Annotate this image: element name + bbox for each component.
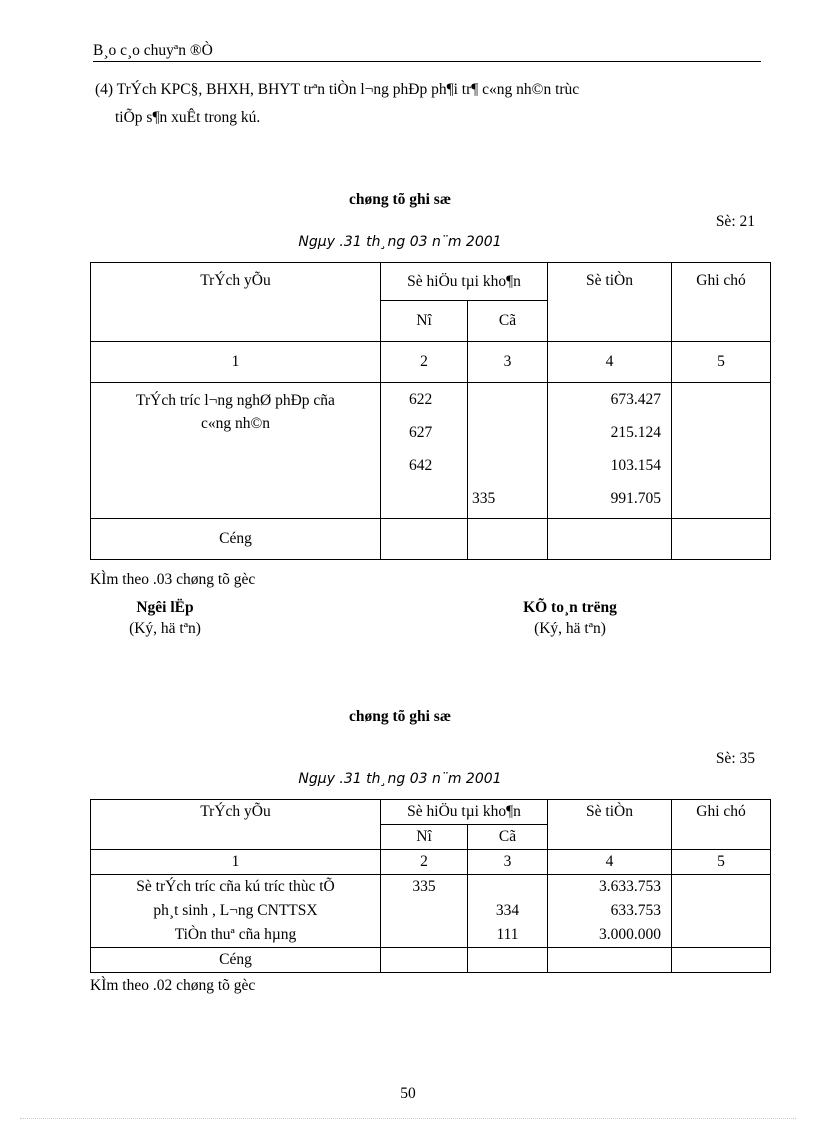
voucher1-title: chøng tõ ghi sæ	[348, 191, 452, 208]
col-number-3: 3	[468, 342, 548, 383]
amount-cell	[548, 383, 672, 519]
description-cell	[91, 383, 381, 519]
col-header-debit: Nî	[381, 825, 468, 850]
table-row	[91, 875, 771, 948]
col-header-note: Ghi chó	[672, 800, 771, 850]
paragraph-line-2: tiÕp s¶n xuÊt trong kú.	[115, 109, 261, 126]
debit-cell	[381, 383, 468, 519]
description-line-2: c«ng nh©n	[200, 415, 271, 432]
col-header-amount: Sè tiÒn	[548, 263, 672, 342]
voucher2-title: chøng tõ ghi sæ	[348, 708, 452, 725]
credit-value	[472, 449, 547, 482]
row-credit: 334	[495, 902, 520, 919]
voucher1-date: Ngµy .31 th¸ng 03 n¨m 2001	[298, 234, 502, 250]
col-header-amount: Sè tiÒn	[548, 800, 672, 850]
bottom-rule	[20, 1118, 796, 1119]
row-description: ph¸t sinh , L¬ng CNTTSX	[153, 902, 318, 919]
description-line-1: TrÝch tríc l¬ng nghØ phÐp cña	[136, 392, 335, 409]
note-cell	[672, 383, 771, 519]
debit-value: 622	[409, 391, 433, 408]
row-credit: 111	[496, 926, 519, 943]
voucher1-number: Sè: 21	[715, 213, 755, 230]
col-header-note: Ghi chó	[672, 263, 771, 342]
credit-value: 335	[472, 490, 496, 507]
col-number-4: 4	[548, 850, 672, 875]
signer-right-role: KÕ to¸n trëng	[523, 599, 617, 616]
voucher2-date: Ngµy .31 th¸ng 03 n¨m 2001	[298, 771, 502, 787]
col-number-5: 5	[672, 850, 771, 875]
col-header-credit: Cã	[468, 825, 548, 850]
credit-cell	[468, 875, 548, 948]
voucher1-attached: KÌm theo .03 chøng tõ gèc	[90, 571, 256, 588]
col-header-credit: Cã	[468, 301, 548, 342]
intro-paragraph	[95, 76, 763, 132]
col-number-3: 3	[468, 850, 548, 875]
amount-value: 673.427	[610, 391, 662, 408]
signer-left-sign: (Ký, hä tªn)	[129, 620, 201, 637]
amount-cell	[548, 875, 672, 948]
debit-value: 627	[409, 424, 433, 441]
page-number: 50	[400, 1085, 416, 1102]
voucher2-attached: KÌm theo .02 chøng tõ gèc	[90, 977, 256, 994]
paragraph-line-1: (4) TrÝch KPC§, BHXH, BHYT trªn tiÒn l¬ng phÐp ph¶i tr¶ c«ng nh©n trùc	[95, 81, 580, 98]
total-row	[91, 519, 771, 560]
amount-value: 215.124	[610, 424, 662, 441]
voucher1-table	[90, 262, 771, 560]
debit-value: 642	[409, 457, 433, 474]
col-header-debit: Nî	[381, 301, 468, 342]
row-debit	[381, 899, 467, 923]
header-rule	[93, 61, 761, 62]
row-description: Sè trÝch tríc cña kú tríc thùc tÕ	[136, 878, 335, 895]
row-amount: 3.633.753	[599, 878, 662, 895]
voucher2-table	[90, 799, 771, 973]
row-debit	[381, 923, 467, 947]
row-description: TiÒn thuª cña hµng	[174, 926, 297, 943]
signer-left-role: Ngêi lËp	[136, 599, 194, 616]
col-header-extract: TrÝch yÕu	[91, 800, 381, 850]
col-header-account: Sè hiÖu tµi kho¶n	[381, 800, 548, 825]
col-number-1: 1	[91, 850, 381, 875]
total-label: Céng	[91, 519, 381, 560]
running-header: B¸o c¸o chuyªn ®Ò	[93, 42, 213, 59]
amount-value: 991.705	[610, 490, 662, 507]
debit-cell	[381, 875, 468, 948]
col-number-2: 2	[381, 342, 468, 383]
signer-right-sign: (Ký, hä tªn)	[534, 620, 606, 637]
col-number-1: 1	[91, 342, 381, 383]
col-header-extract: TrÝch yÕu	[91, 263, 381, 342]
col-number-2: 2	[381, 850, 468, 875]
credit-value	[472, 383, 547, 416]
col-number-4: 4	[548, 342, 672, 383]
row-credit	[468, 875, 547, 899]
amount-value: 103.154	[610, 457, 662, 474]
total-row	[91, 948, 771, 973]
row-amount: 3.000.000	[599, 926, 662, 943]
note-cell	[672, 875, 771, 948]
description-cell	[91, 875, 381, 948]
table-row	[91, 383, 771, 519]
col-number-5: 5	[672, 342, 771, 383]
row-amount: 633.753	[610, 902, 662, 919]
credit-cell	[468, 383, 548, 519]
voucher2-number: Sè: 35	[715, 750, 755, 767]
credit-value	[472, 416, 547, 449]
debit-value	[409, 482, 467, 515]
row-debit: 335	[412, 878, 436, 895]
total-label: Céng	[91, 948, 381, 973]
col-header-account: Sè hiÖu tµi kho¶n	[381, 263, 548, 301]
